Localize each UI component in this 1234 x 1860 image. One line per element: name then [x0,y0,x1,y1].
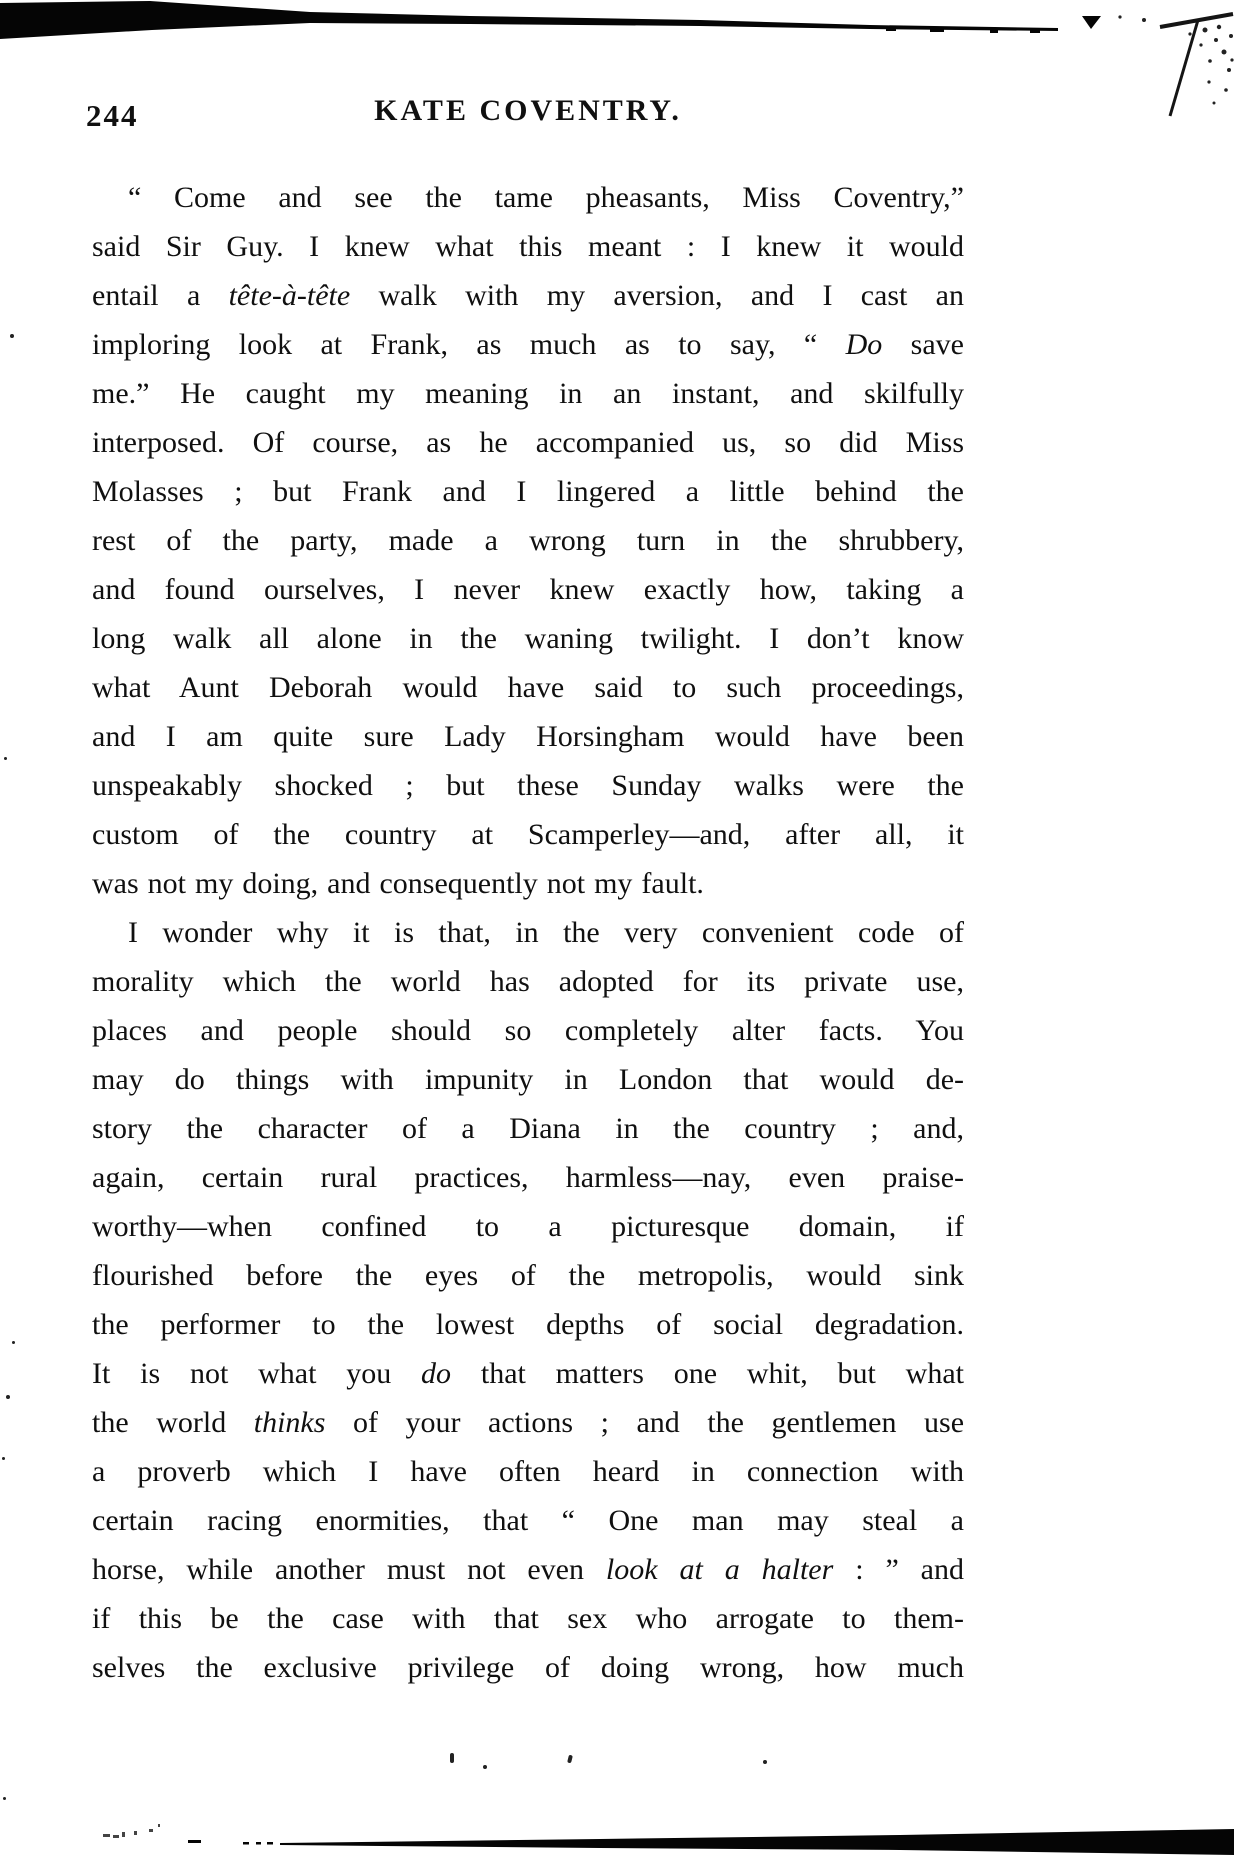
italic-text: Do [845,328,883,361]
text-segment: and found ourselves, I never knew exactly how, taking a [92,573,964,606]
italic-text: tête-à-tête [228,279,351,312]
margin-scribble [103,1824,160,1838]
text-segment: : ” and [833,1553,964,1586]
text-line [92,1153,964,1202]
text-segment: said Sir Guy. I knew what this meant : I knew it would [92,230,964,263]
text-line [92,663,964,712]
text-segment: that matters one whit, but what [451,1357,964,1390]
text-segment: rest of the party, made a wrong turn in the shrubbery, [92,524,964,557]
text-segment: custom of the country at Scamperley—and, after all, it [92,818,964,851]
triangle-mark [1082,16,1101,29]
text-segment: interposed. Of course, as he accompanied us, so did Miss [92,426,964,459]
text-line [92,1594,964,1643]
text-segment: unspeakably shocked ; but these Sunday walks were the [92,769,964,802]
text-segment: the world [92,1406,254,1439]
scan-speck [4,757,7,760]
scan-speck [6,1395,10,1399]
scan-speck [567,1755,573,1764]
text-segment: I wonder why it is that, in the very convenient code of [128,916,964,949]
text-segment: may do things with impunity in London that would de- [92,1063,964,1096]
text-segment: selves the exclusive privilege of doing wrong, how much [92,1651,964,1684]
text-line [92,810,964,859]
scan-artifact-bottom [0,1822,1234,1860]
text-segment: morality which the world has adopted for its private use, [92,965,964,998]
text-segment: the performer to the lowest depths of social degradation. [92,1308,964,1341]
text-segment: and I am quite sure Lady Horsingham would have been [92,720,964,753]
text-line [92,908,964,957]
text-segment: imploring look at Frank, as much as to say, “ [92,328,846,361]
text-line [92,369,964,418]
text-line [92,761,964,810]
scan-speck [10,334,14,338]
text-segment: save [882,328,964,361]
text-segment: It is not what you [92,1357,422,1390]
text-segment: entail a [92,279,229,312]
text-line [92,418,964,467]
page-number: 244 [86,98,139,133]
scan-speck [3,1797,6,1800]
text-line [92,1447,964,1496]
text-line [92,1545,964,1594]
text-line [92,320,964,369]
text-line [92,271,964,320]
corner-pencil-mark [1160,14,1233,116]
text-line [92,516,964,565]
body-text [92,173,964,1692]
running-header: KATE COVENTRY. [374,94,682,127]
text-line [92,467,964,516]
scan-speck [483,1765,487,1769]
text-segment: Molasses ; but Frank and I lingered a little behind the [92,475,964,508]
text-segment: horse, while another must not even [92,1553,606,1586]
scan-speck [450,1753,454,1763]
text-segment: a proverb which I have often heard in connection with [92,1455,964,1488]
scan-speck [763,1760,767,1764]
italic-text: thinks [253,1406,326,1439]
text-segment: walk with my aversion, and I cast an [350,279,964,312]
text-line [92,614,964,663]
text-segment: flourished before the eyes of the metropolis, would sink [92,1259,964,1292]
text-line [92,1349,964,1398]
text-line [92,173,964,222]
text-line [92,1398,964,1447]
text-segment: again, certain rural practices, harmless—nay, even praise- [92,1161,964,1194]
text-segment: certain racing enormities, that “ One man may steal a [92,1504,964,1537]
text-line [92,565,964,614]
text-line [92,957,964,1006]
text-segment: was not my doing, and consequently not my fault. [92,867,704,900]
text-line [92,1104,964,1153]
text-line [92,1006,964,1055]
text-segment: me.” He caught my meaning in an instant, and skilfully [92,377,964,410]
text-line [92,222,964,271]
italic-text: do [421,1357,452,1390]
text-line [92,1643,964,1692]
text-segment: “ Come and see the tame pheasants, Miss Coventry,” [128,181,964,214]
text-segment: story the character of a Diana in the country ; and, [92,1112,964,1145]
text-segment: worthy—when confined to a picturesque domain, if [92,1210,964,1243]
text-segment: long walk all alone in the waning twilight. I don’t know [92,622,964,655]
text-line [92,1055,964,1104]
text-segment: what Aunt Deborah would have said to such proceedings, [92,671,964,704]
text-line [92,1496,964,1545]
text-segment: if this be the case with that sex who arrogate to them- [92,1602,964,1635]
scan-speck [2,1457,5,1460]
text-line [92,712,964,761]
text-line [92,859,964,908]
text-line [92,1300,964,1349]
text-segment: of your actions ; and the gentlemen use [325,1406,965,1439]
text-line [92,1202,964,1251]
text-line [92,1251,964,1300]
italic-text: look at a halter [605,1553,834,1586]
scan-speck [12,1341,15,1344]
text-segment: places and people should so completely alter facts. You [92,1014,964,1047]
